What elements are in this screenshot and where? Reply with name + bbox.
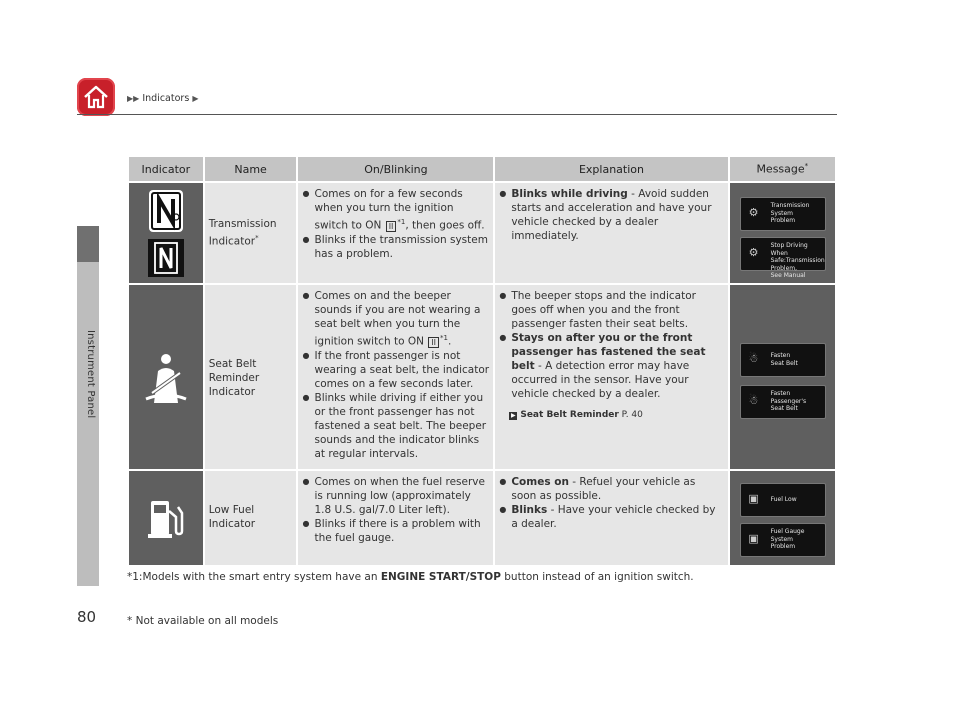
- message-screen: ☃ Fasten Seat Belt: [740, 343, 826, 377]
- models-note: *1:Models with the smart entry system have an ENGINE START/STOP button instead of an ignition switch.: [127, 571, 694, 583]
- table-row: [129, 183, 835, 285]
- fuel-pump-icon: ▣: [748, 492, 759, 505]
- warning-gear-icon: ⚙: [748, 206, 759, 219]
- name-cell: Seat Belt Reminder Indicator: [205, 285, 297, 471]
- name-cell: Low Fuel Indicator: [205, 471, 297, 567]
- on-blinking-cell: [298, 471, 493, 567]
- list-item: ● Blinks while driving - Avoid sudden starts and acceleration and have your vehicle checked by a dealer immediately.: [499, 187, 723, 243]
- list-item: ● Comes on for a few seconds when you turn the ignition switch to ON II $^{*1}$, then goes off.: [302, 187, 489, 233]
- fuel-pump-icon: [148, 499, 184, 539]
- transmission-indicator-small-icon: [148, 239, 184, 277]
- list-item: ● If the front passenger is not wearing a seat belt, the indicator comes on a few seconds later.: [302, 349, 489, 391]
- warning-gear-icon: ⚙: [748, 246, 759, 259]
- table-row: [129, 285, 835, 471]
- list-item: ● Comes on and the beeper sounds if you are not wearing a seat belt when you turn the ignition switch to ON II $^{*1}$.: [302, 289, 489, 349]
- list-item: ● Blinks - Have your vehicle checked by a dealer.: [499, 503, 723, 531]
- on-blinking-cell: [298, 183, 493, 285]
- fuel-pump-icon: ▣: [748, 532, 759, 545]
- message-screen: ▣ Fuel Gauge System Problem: [740, 523, 826, 557]
- sidebar-tab-marker: [77, 226, 99, 262]
- sidebar-label: Instrument Panel: [85, 330, 96, 419]
- header-message: Message*: [730, 157, 835, 183]
- chevron-right-icon: ▶▶: [127, 94, 140, 103]
- seat-belt-icon: ☃: [748, 352, 759, 365]
- message-screen: ☃ Fasten Passenger's Seat Belt: [740, 385, 826, 419]
- header-explanation: Explanation: [495, 157, 727, 183]
- message-cell: [730, 183, 835, 285]
- header-name: Name: [205, 157, 297, 183]
- list-item: ● Blinks if the transmission system has a problem.: [302, 233, 489, 261]
- name-cell: Transmission Indicator*: [205, 183, 297, 285]
- page-number: 80: [77, 608, 97, 626]
- indicator-cell: [129, 183, 203, 285]
- indicator-cell: [129, 471, 203, 567]
- home-button[interactable]: [77, 78, 115, 116]
- ignition-on-key: II: [386, 221, 397, 232]
- seat-belt-reminder-link[interactable]: ▶ Seat Belt Reminder P. 40: [511, 410, 643, 420]
- message-screen: ⚙ Transmission System Problem: [740, 197, 826, 231]
- on-blinking-cell: [298, 285, 493, 471]
- breadcrumb[interactable]: [127, 93, 198, 104]
- message-screen: ⚙ Stop Driving When Safe:Transmission Problem, See Manual: [740, 237, 826, 271]
- header-on-blinking: On/Blinking: [298, 157, 493, 183]
- home-icon: [82, 83, 110, 111]
- row-name-line: Indicator: [208, 235, 256, 248]
- list-item: ● Blinks while driving if either you or the front passenger has not fastened a seat belt. The beeper sounds and the indicator blinks at regular intervals.: [302, 391, 489, 461]
- chevron-right-icon: ▶: [192, 94, 199, 103]
- list-item: ● Comes on - Refuel your vehicle as soon as possible.: [499, 475, 723, 503]
- list-item: ● Blinks if there is a problem with the fuel gauge.: [302, 517, 489, 545]
- list-item: ● Stays on after you or the front passenger has fastened the seat belt - A detection error may have occurred in the sensor. Have your vehicle checked by a dealer.: [499, 331, 723, 401]
- indicator-table: [127, 157, 837, 567]
- header-indicator: Indicator: [129, 157, 203, 183]
- list-item: ● The beeper stops and the indicator goes off when you and the front passenger fasten their seat belts.: [499, 289, 723, 331]
- row-name-line: Transmission: [208, 218, 277, 230]
- seat-belt-icon: ☃: [748, 394, 759, 407]
- explanation-cell: [495, 285, 727, 471]
- list-item: ● Comes on when the fuel reserve is running low (approximately 1.8 U.S. gal/7.0 Liter left).: [302, 475, 489, 517]
- transmission-indicator-icon: [148, 189, 184, 233]
- breadcrumb-label: Indicators: [142, 93, 190, 104]
- indicator-cell: [129, 285, 203, 471]
- arrow-icon: ▶: [511, 412, 516, 419]
- message-cell: [730, 471, 835, 567]
- header-divider: [77, 114, 837, 115]
- explanation-cell: [495, 183, 727, 285]
- explanation-cell: [495, 471, 727, 567]
- message-screen: ▣ Fuel Low: [740, 483, 826, 517]
- seat-belt-icon: [144, 353, 188, 405]
- table-row: [129, 471, 835, 567]
- footnote: * Not available on all models: [127, 615, 279, 627]
- message-cell: [730, 285, 835, 471]
